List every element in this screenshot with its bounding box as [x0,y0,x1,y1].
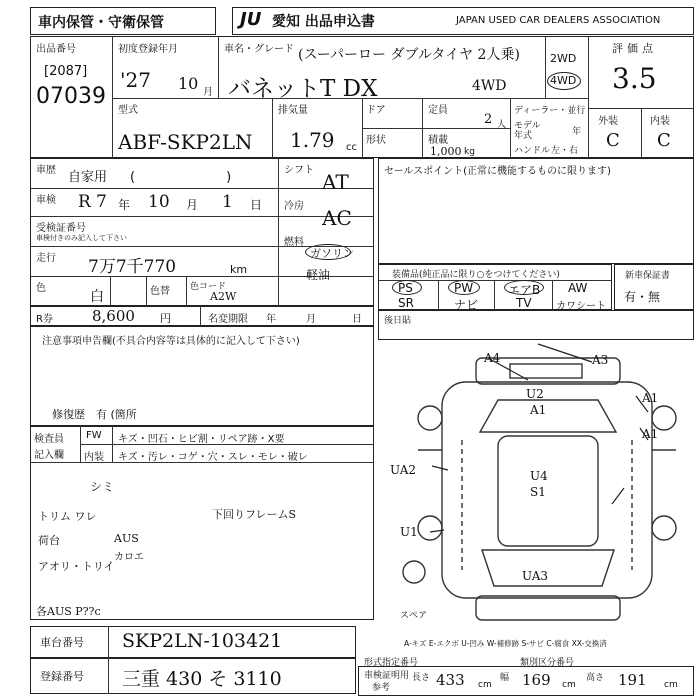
registration-label: 初度登録年月 [118,44,178,55]
drive-option-2wd[interactable]: 2WD [550,52,577,65]
shape-label: 形状 [366,135,386,146]
inspector-note-7: カロエ [114,552,144,563]
color-change-label: 色替 [150,286,170,297]
equip-airbag[interactable]: エアB [508,283,541,297]
dealer-model-label: モデル [514,121,541,131]
load-unit: kg [464,147,475,157]
shaken-year-unit: 年 [118,198,131,212]
plate-label: 登録番号 [40,670,84,683]
inspector-fw-items: キズ・凹石・ヒビ割・リペア跡・X要 [118,434,285,445]
height-unit: cm [664,680,678,690]
history-value: 自家用 [68,170,108,185]
color-value: 白 [90,289,104,305]
fuel-option-diesel: 軽油 [306,268,331,282]
mark-s1: S1 [530,485,546,499]
association-name: JAPAN USED CAR DEALERS ASSOCIATION [456,15,661,26]
color-code: A2W [210,290,237,303]
rating-score: 3.5 [612,62,657,95]
mark-a1-right-top: A1 [642,391,659,405]
back-seal-box [378,310,694,340]
equip-navi[interactable]: ナビ [454,298,479,312]
doors-label: ドア [366,105,386,116]
roof-cargo [498,436,598,546]
mark-u1: U1 [400,525,418,539]
registration-year: '27 [120,68,151,92]
equip-pw[interactable]: PW [454,281,474,295]
wheel-rear-left [418,516,442,540]
receipt-label: 受検証番号 [36,223,86,234]
warranty-options: 有・無 [624,290,661,304]
rating-ext: C [606,130,620,151]
name-change-year: 年 [266,314,276,325]
drive-option-4wd[interactable]: 4WD [550,74,577,87]
shift-label: シフト [284,165,314,176]
shaken-month: 10 [148,192,170,212]
lot-label: 出品番号 [36,44,76,55]
mark-a1-center: A1 [530,403,547,417]
dealer-year-unit: 年 [572,127,582,137]
history-paren: ( ) [130,170,232,185]
width-label: 幅 [500,673,510,683]
storage-label: 車内保管・守衛保管 [38,15,164,31]
vehicle-name-label: 車名・グレード [224,44,294,55]
equip-sr[interactable]: SR [398,296,414,310]
damage-legend: A-キズ E-エクボ U-凹み W-補修跡 S-サビ C-腐食 XX-交換済 [404,639,607,648]
inspector-note-5: アオリ・トリイ [38,560,115,573]
dealer-year-label: 年式 [514,131,533,141]
displacement-label: 排気量 [278,105,308,116]
shaken-era: R [78,192,91,212]
equip-aw[interactable]: AW [568,281,588,295]
mileage-label: 走行 [36,253,56,264]
capacity-value: 2 [484,112,493,127]
shaken-day: 1 [222,192,233,212]
rating-int-label: 内装 [650,116,670,127]
equipment-label: 装備品(純正品に限り○をつけてください) [392,270,560,280]
aircon-label: 冷房 [284,201,304,212]
equip-ps[interactable]: PS [398,281,413,295]
shaken-month-unit: 月 [186,198,199,212]
displacement-value: 1.79 [290,128,335,152]
displacement-unit: cc [346,142,357,153]
handle-label: ハンドル [514,146,551,156]
receipt-sub: 車検付きのみ記入して下さい [36,234,127,242]
shaken-label: 車検 [36,195,56,206]
capacity-label: 定員 [428,105,448,116]
name-change-label: 名変期限 [208,314,248,325]
recycle-value: 8,600 [92,307,135,325]
shaken-day-unit: 日 [250,198,263,212]
length-unit: cm [478,680,492,690]
mileage-unit: km [230,263,248,276]
recycle-unit: 円 [160,312,171,325]
windshield [480,400,616,432]
fuel-value: ガソリン [310,247,354,260]
vehicle-grade-note: (スーパーロー ダブルタイヤ 2人乗) [298,47,520,63]
spare-tire [403,561,425,583]
load-value: 1,000 [430,145,462,158]
mark-ua2: UA2 [390,463,417,477]
form-title: 愛知 出品申込書 [272,14,375,30]
load-label: 積載 [428,135,448,146]
aircon-value: AC [322,206,352,230]
inspector-note-6: AUS [114,532,139,545]
ju-logo: JU [240,9,262,30]
mark-u2: U2 [526,387,544,401]
mileage-value: 7万7千770 [88,257,177,277]
name-change-month: 月 [306,314,316,325]
handle-options: 左・右 [551,146,579,156]
inspector-fw: FW [86,430,102,441]
capacity-unit: 人 [497,120,507,130]
registration-month: 10 [178,74,199,93]
model-code: ABF-SKP2LN [118,130,253,154]
length-value: 433 [436,671,465,689]
rear-bumper [476,596,620,620]
color-label: 色 [36,283,46,294]
model-label: 型式 [118,105,138,116]
history-label: 車歴 [36,165,56,176]
cert-ref-label: 参考 [372,683,391,693]
car-damage-diagram [378,340,694,640]
notes-label: 注意事項申告欄(不具合内容等は具体的に記入して下さい) [42,336,300,347]
spare-label: スペア [400,611,428,621]
mark-a4: A4 [484,351,501,365]
mark-u4: U4 [530,469,548,483]
inspector-label: 検査員 [34,434,64,445]
recycle-row [30,306,374,326]
registration-month-unit: 月 [203,87,213,98]
vehicle-drive: 4WD [472,78,507,94]
rating-ext-label: 外装 [598,116,618,127]
inspector-note-3: 下回りフレームS [212,508,297,521]
inspector-note-1: シミ [90,480,115,494]
height-value: 191 [618,671,647,689]
inspector-note-8: 各AUS P??c [36,605,101,618]
wheel-rear-right [652,516,676,540]
cert-label: 車検証明用 [364,671,410,681]
back-seal-label: 後日貼 [384,316,412,326]
length-label: 長さ [412,673,431,683]
warranty-label: 新車保証書 [625,271,671,281]
lot-number: 07039 [36,84,106,109]
height-label: 高さ [586,673,605,683]
inspector-entry-label: 記入欄 [34,450,64,461]
dealer-label: ディーラー・並行 [514,106,586,116]
repair-history: 修復歴 有 (箇所 [52,408,137,421]
fuel-label: 燃料 [284,237,304,248]
mark-a3: A3 [592,353,609,367]
vehicle-name: バネットT DX [228,76,378,102]
width-unit: cm [562,680,576,690]
inspector-note-4: 荷台 [38,534,60,547]
equip-tv[interactable]: TV [516,296,532,310]
plate-number: 三重 430 そ 3110 [122,668,282,690]
inspector-note-2: トリム ワレ [38,510,97,523]
equip-leather-seat[interactable]: カワシート [556,301,606,312]
car-body-outline [442,382,652,598]
name-change-day: 日 [352,314,362,325]
mark-a1-right: A1 [642,427,659,441]
spec-number-label: 形式指定番号 [364,658,419,668]
inspector-int-items: キズ・汚レ・コゲ・穴・スレ・モレ・破レ [118,452,308,463]
chassis-number: SKP2LN-103421 [122,630,283,652]
recycle-label: R券 [36,314,53,325]
mark-ua3: UA3 [522,569,549,583]
shaken-year: 7 [96,192,107,212]
class-number-label: 類別区分番号 [520,658,575,668]
shift-value: AT [322,170,349,194]
wheel-front-left [418,406,442,430]
rating-label: 評価点 [612,42,657,55]
color-code-label: 色コード [190,282,227,292]
chassis-label: 車台番号 [40,636,84,649]
lot-bracket-number: [2087] [44,64,88,79]
rating-int: C [657,130,671,151]
inspector-int: 内装 [84,452,104,463]
width-value: 169 [522,671,551,689]
sales-points-label: セールスポイント(正常に機能するものに限ります) [384,166,611,177]
